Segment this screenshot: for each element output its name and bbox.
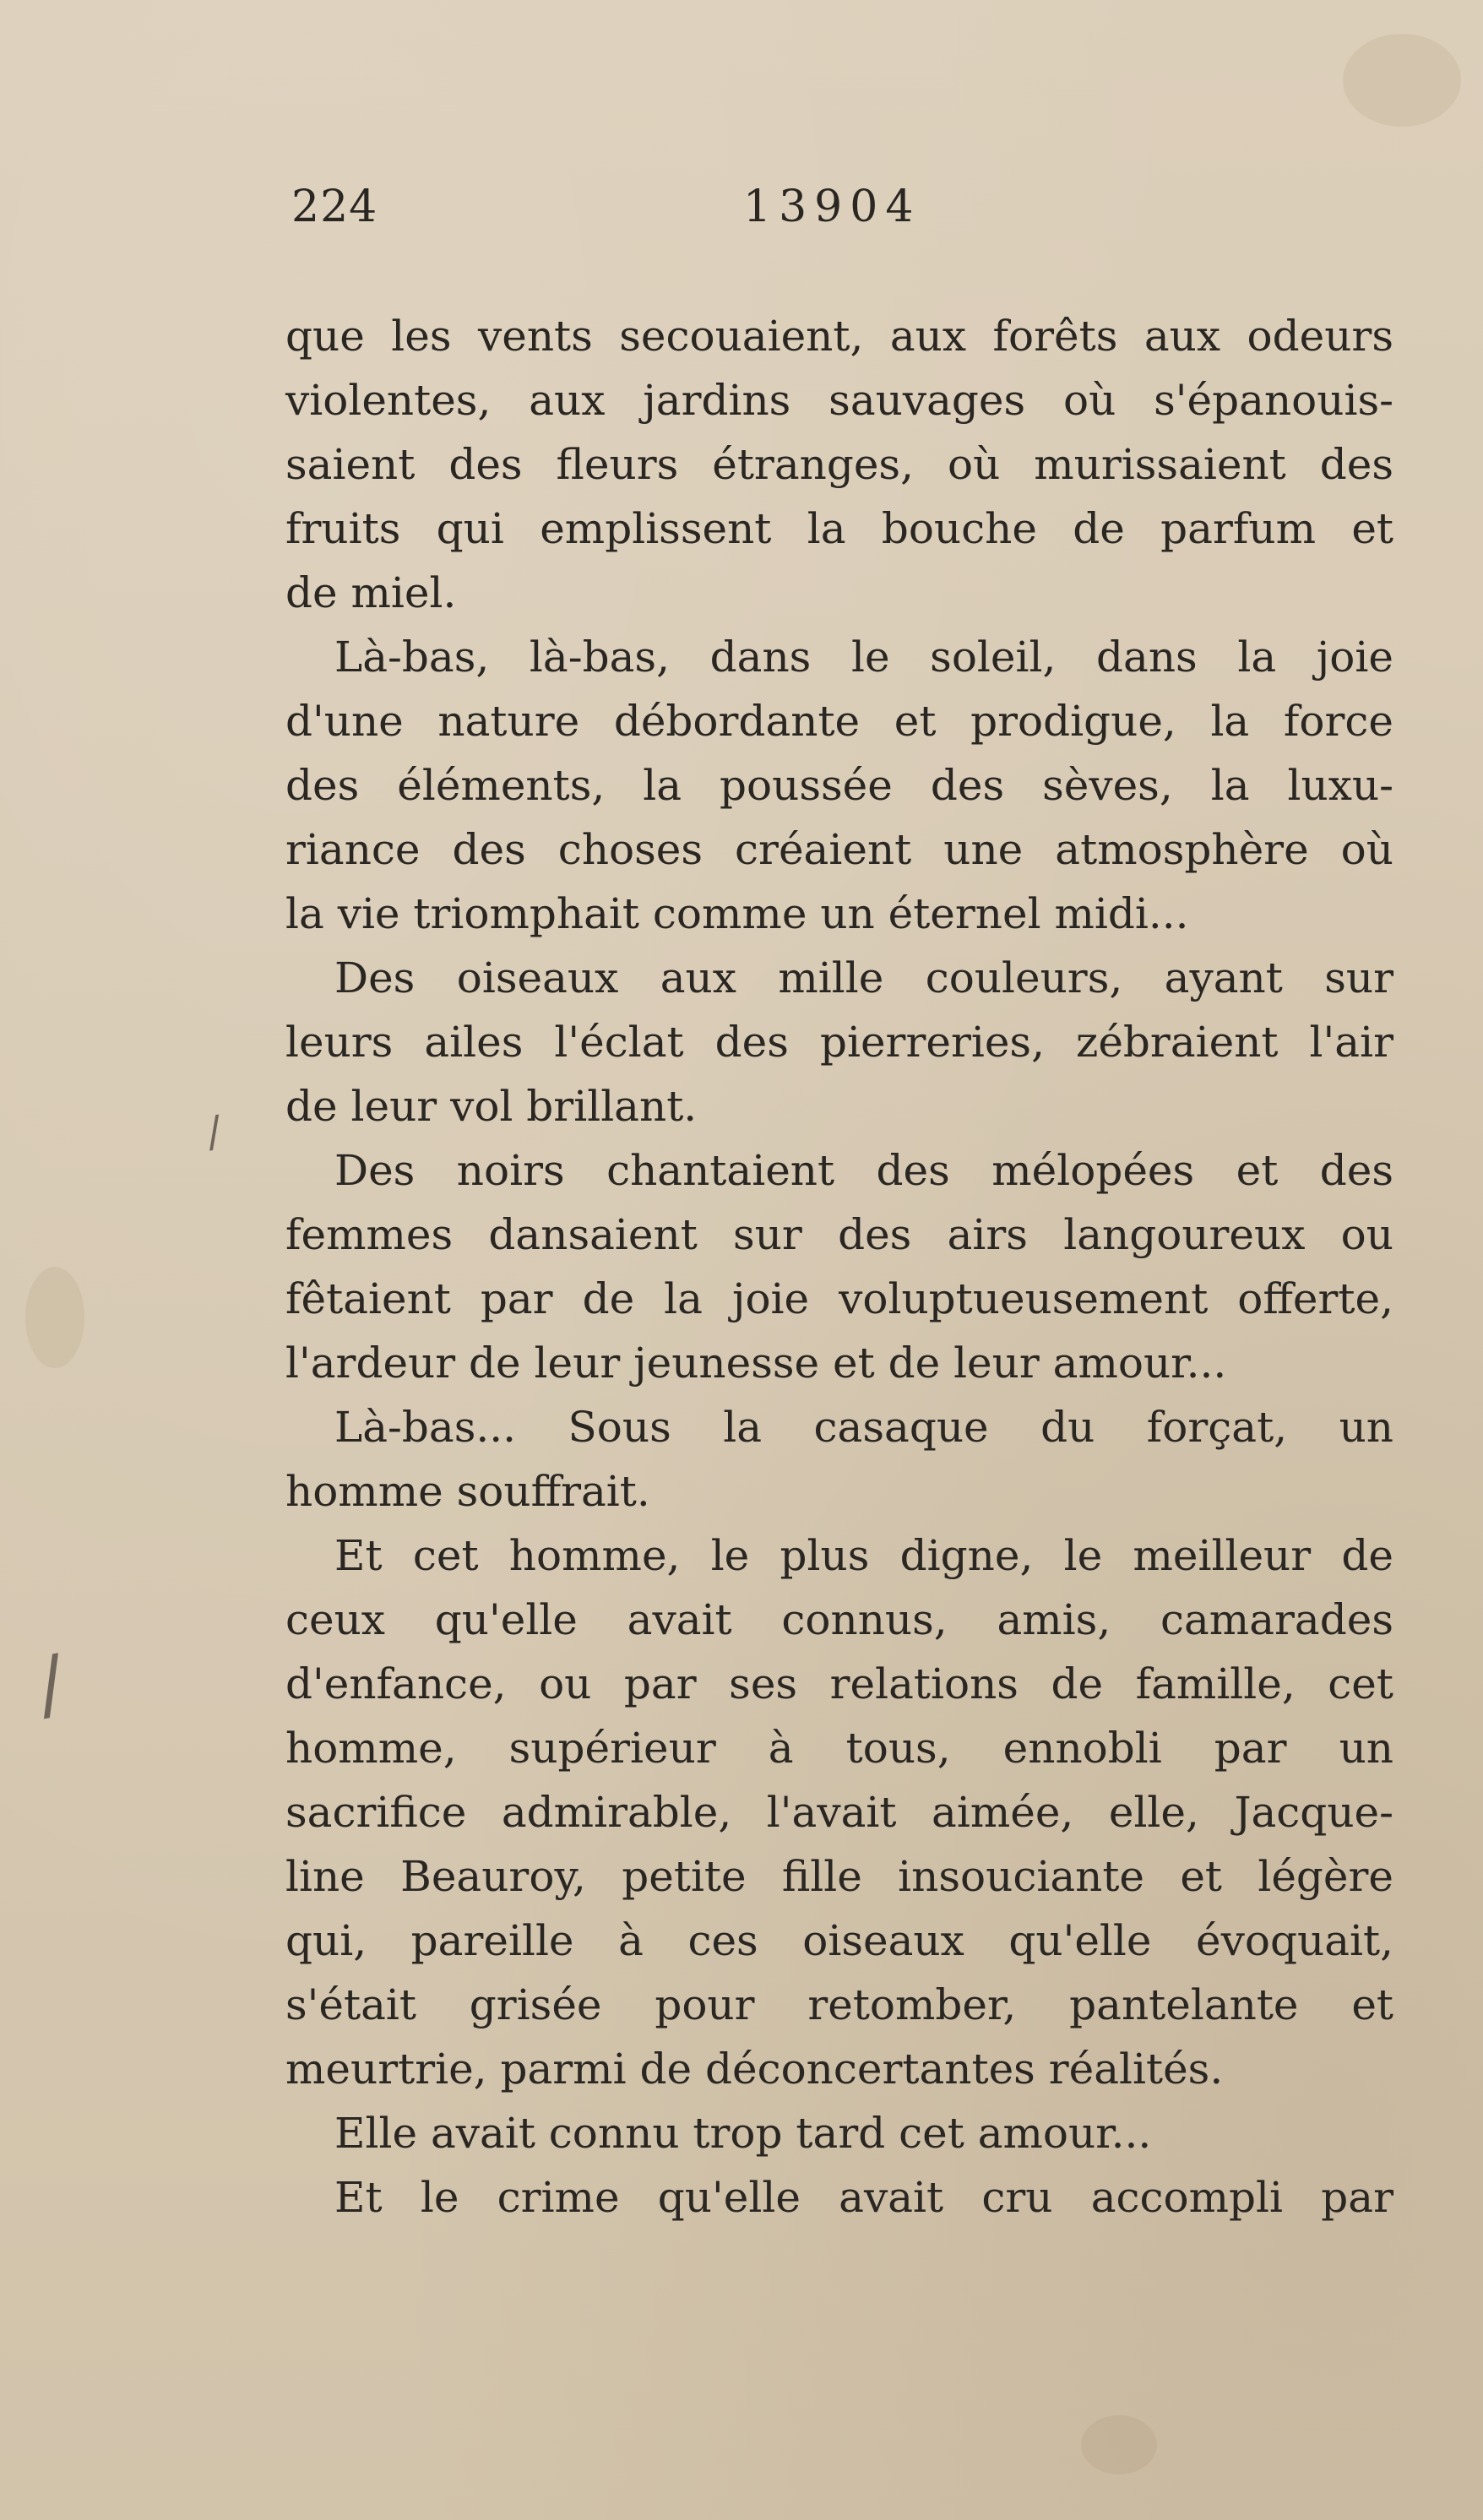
text-line: Et le crime qu'elle avait cru accompli par [334, 2173, 1393, 2222]
text-line: femmes dansaient sur des airs langoureux ou [285, 1210, 1393, 1259]
margin-pencil-mark: / [204, 1106, 225, 1157]
text-line: line Beauroy, petite fille insouciante et légère [285, 1852, 1393, 1901]
text-line: fêtaient par de la joie voluptueusement offerte, [285, 1274, 1393, 1323]
text-line: d'enfance, ou par ses relations de famille, cet [285, 1659, 1393, 1708]
margin-pencil-mark: / [30, 1638, 72, 1730]
text-line: de miel. [285, 568, 457, 617]
paper-stain [25, 1267, 84, 1368]
text-line: sacrifice admirable, l'avait aimée, elle, Jacque- [285, 1788, 1393, 1837]
text-line: fruits qui emplissent la bouche de parfum et [285, 504, 1393, 553]
body-text [285, 304, 1393, 2229]
text-line: la vie triomphait comme un éternel midi... [285, 889, 1189, 938]
text-line: meurtrie, parmi de déconcertantes réalités. [285, 2045, 1224, 2094]
text-line: de leur vol brillant. [285, 1082, 698, 1131]
text-line: Là-bas, là-bas, dans le soleil, dans la joie [334, 633, 1393, 682]
text-line: ceux qu'elle avait connus, amis, camarades [285, 1595, 1393, 1644]
text-line: l'ardeur de leur jeunesse et de leur amour... [285, 1339, 1227, 1388]
running-header [291, 182, 1389, 241]
text-line: saient des fleurs étranges, où murissaient des [285, 440, 1393, 489]
text-line: homme souffrait. [285, 1467, 650, 1516]
text-line: homme, supérieur à tous, ennobli par un [285, 1724, 1393, 1773]
text-line: des éléments, la poussée des sèves, la luxu- [285, 761, 1393, 810]
text-line: Des oiseaux aux mille couleurs, ayant sur [334, 953, 1393, 1002]
paper-stain [1343, 34, 1461, 127]
text-line: s'était grisée pour retomber, pantelante et [285, 1980, 1393, 2029]
text-line: qui, pareille à ces oiseaux qu'elle évoquait, [285, 1916, 1393, 1965]
text-line: Là-bas... Sous la casaque du forçat, un [334, 1403, 1393, 1452]
text-line: d'une nature débordante et prodigue, la force [285, 697, 1393, 746]
text-line: Et cet homme, le plus digne, le meilleur de [334, 1531, 1393, 1580]
page-number: 224 [291, 182, 378, 232]
paper-stain [1081, 2415, 1157, 2474]
text-line: Des noirs chantaient des mélopées et des [334, 1146, 1393, 1195]
text-line: riance des choses créaient une atmosphère où [285, 825, 1393, 874]
text-line: que les vents secouaient, aux forêts aux odeurs [285, 312, 1393, 361]
text-line: leurs ailes l'éclat des pierreries, zébraient l'air [285, 1018, 1393, 1067]
text-line: Elle avait connu trop tard cet amour... [334, 2109, 1152, 2158]
signature-number: 13904 [743, 182, 921, 232]
text-line: violentes, aux jardins sauvages où s'épanouis- [285, 376, 1393, 425]
